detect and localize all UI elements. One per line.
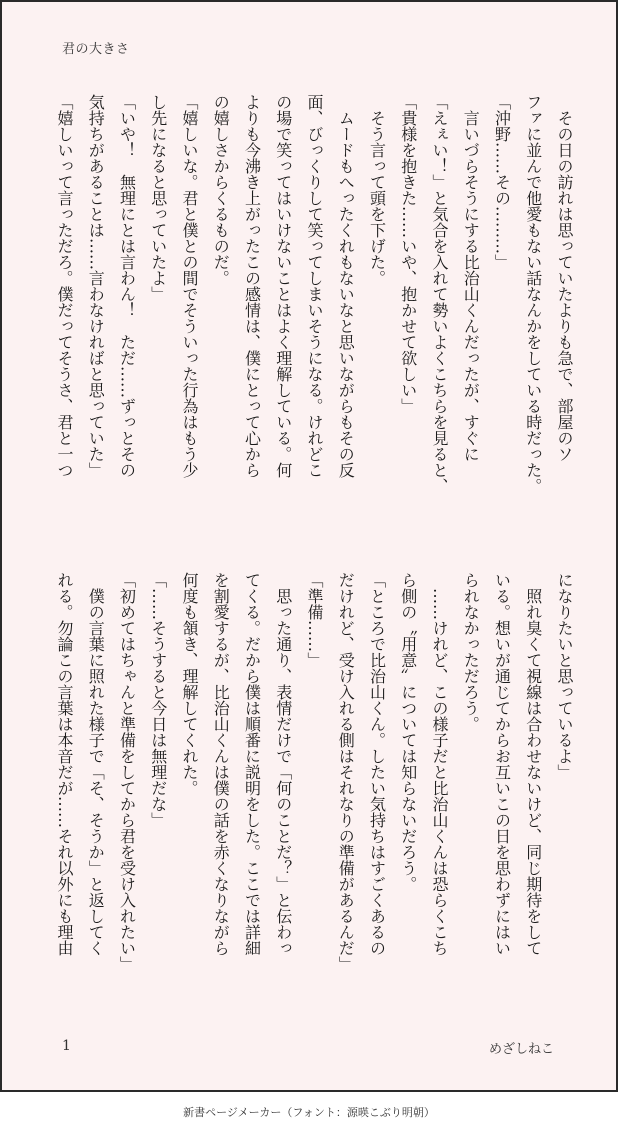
text-column: 「貴様を抱きた……いや、抱かせて欲しい」 [398,94,418,414]
text-column: 何度も頷き、理解してくれた。 [180,572,199,796]
text-column: 「嬉しいって言っただろ。僕だってそうさ、君と一つ [55,94,74,478]
text-column: 「準備……」 [305,572,324,668]
text-column: その日の訪れは思っていたよりも急で、部屋のソ [555,94,574,462]
text-block-top [54,94,574,524]
text-column: 「ところで比治山くん。したい気持ちはすごくあるの [367,572,387,956]
author-name: めざしねこ [488,1042,554,1057]
text-column: 「嬉しいな。君と僕との間でそういった行為はもう少 [180,94,199,478]
text-column: の場で笑ってはいけないことはよく理解している。何 [273,94,293,478]
text-column: 「……そうすると今日は無理だな」 [148,572,168,828]
text-column: よりも今沸き上がったこの感情は、僕にとって心から [242,94,262,478]
text-column: いる。想いが通じてからお互いこの日を思わずにはい [492,572,512,956]
text-column: し先になると思っていたよ」 [148,94,168,302]
text-column: 「えぇい！」と気合を入れて勢いよくこちらを見ると、 [430,94,449,494]
generator-caption: 新書ページメーカー（フォント：源暎こぶり明朝） [183,1106,435,1119]
text-block-bottom [54,572,574,1002]
text-column: ムードもへったくれもないなと思いながらもその反 [336,94,356,478]
text-column: れる。勿論この言葉は本音だが……それ以外にも理由 [55,572,74,956]
text-column: 僕の言葉に照れた様子で「そ、そうか」と返してく [86,572,106,956]
text-column: 面、びっくりして笑ってしまいそうになる。けれどこ [305,94,324,478]
text-column: 思った通り、表情だけで「何のことだ？」と伝わっ [273,572,293,956]
text-column: てくる。だから僕は順番に説明をした。ここでは詳細 [242,572,262,956]
text-column: の嬉しさからくるものだ。 [211,94,231,286]
text-column: ファに並んで他愛もない話なんかをしている時だった。 [523,94,543,494]
text-column: だけれど、受け入れる側はそれなりの準備があるんだ」 [336,572,356,972]
text-column: 照れ臭くて視線は合わせないけど、同じ期待をして [523,572,543,956]
text-column: 「初めてはちゃんと準備をしてから君を受け入れたい」 [117,572,137,972]
text-column: になりたいと思っているよ」 [555,572,574,780]
text-column: そう言って頭を下げた。 [367,94,387,286]
text-column: ら側の〝用意〟については知らないだろう。 [398,572,418,892]
chapter-title: 君の大きさ [62,42,130,57]
text-column: 言いづらそうにする比治山くんだったが、すぐに [461,94,481,462]
text-column: られなかっただろう。 [461,572,481,732]
text-column: 「いや！ 無理にとは言わん！ ただ……ずっとその [117,94,137,478]
page-number: 1 [62,1038,71,1054]
text-column: を割愛するが、比治山くんは僕の話を赤くなりながら [211,572,231,956]
text-column: ……けれど、この様子だと比治山くんは恐らくこち [430,572,449,956]
text-column: 「沖野……その………」 [492,94,512,270]
text-column: 気持ちがあることは……言わなければと思っていた」 [86,94,106,478]
